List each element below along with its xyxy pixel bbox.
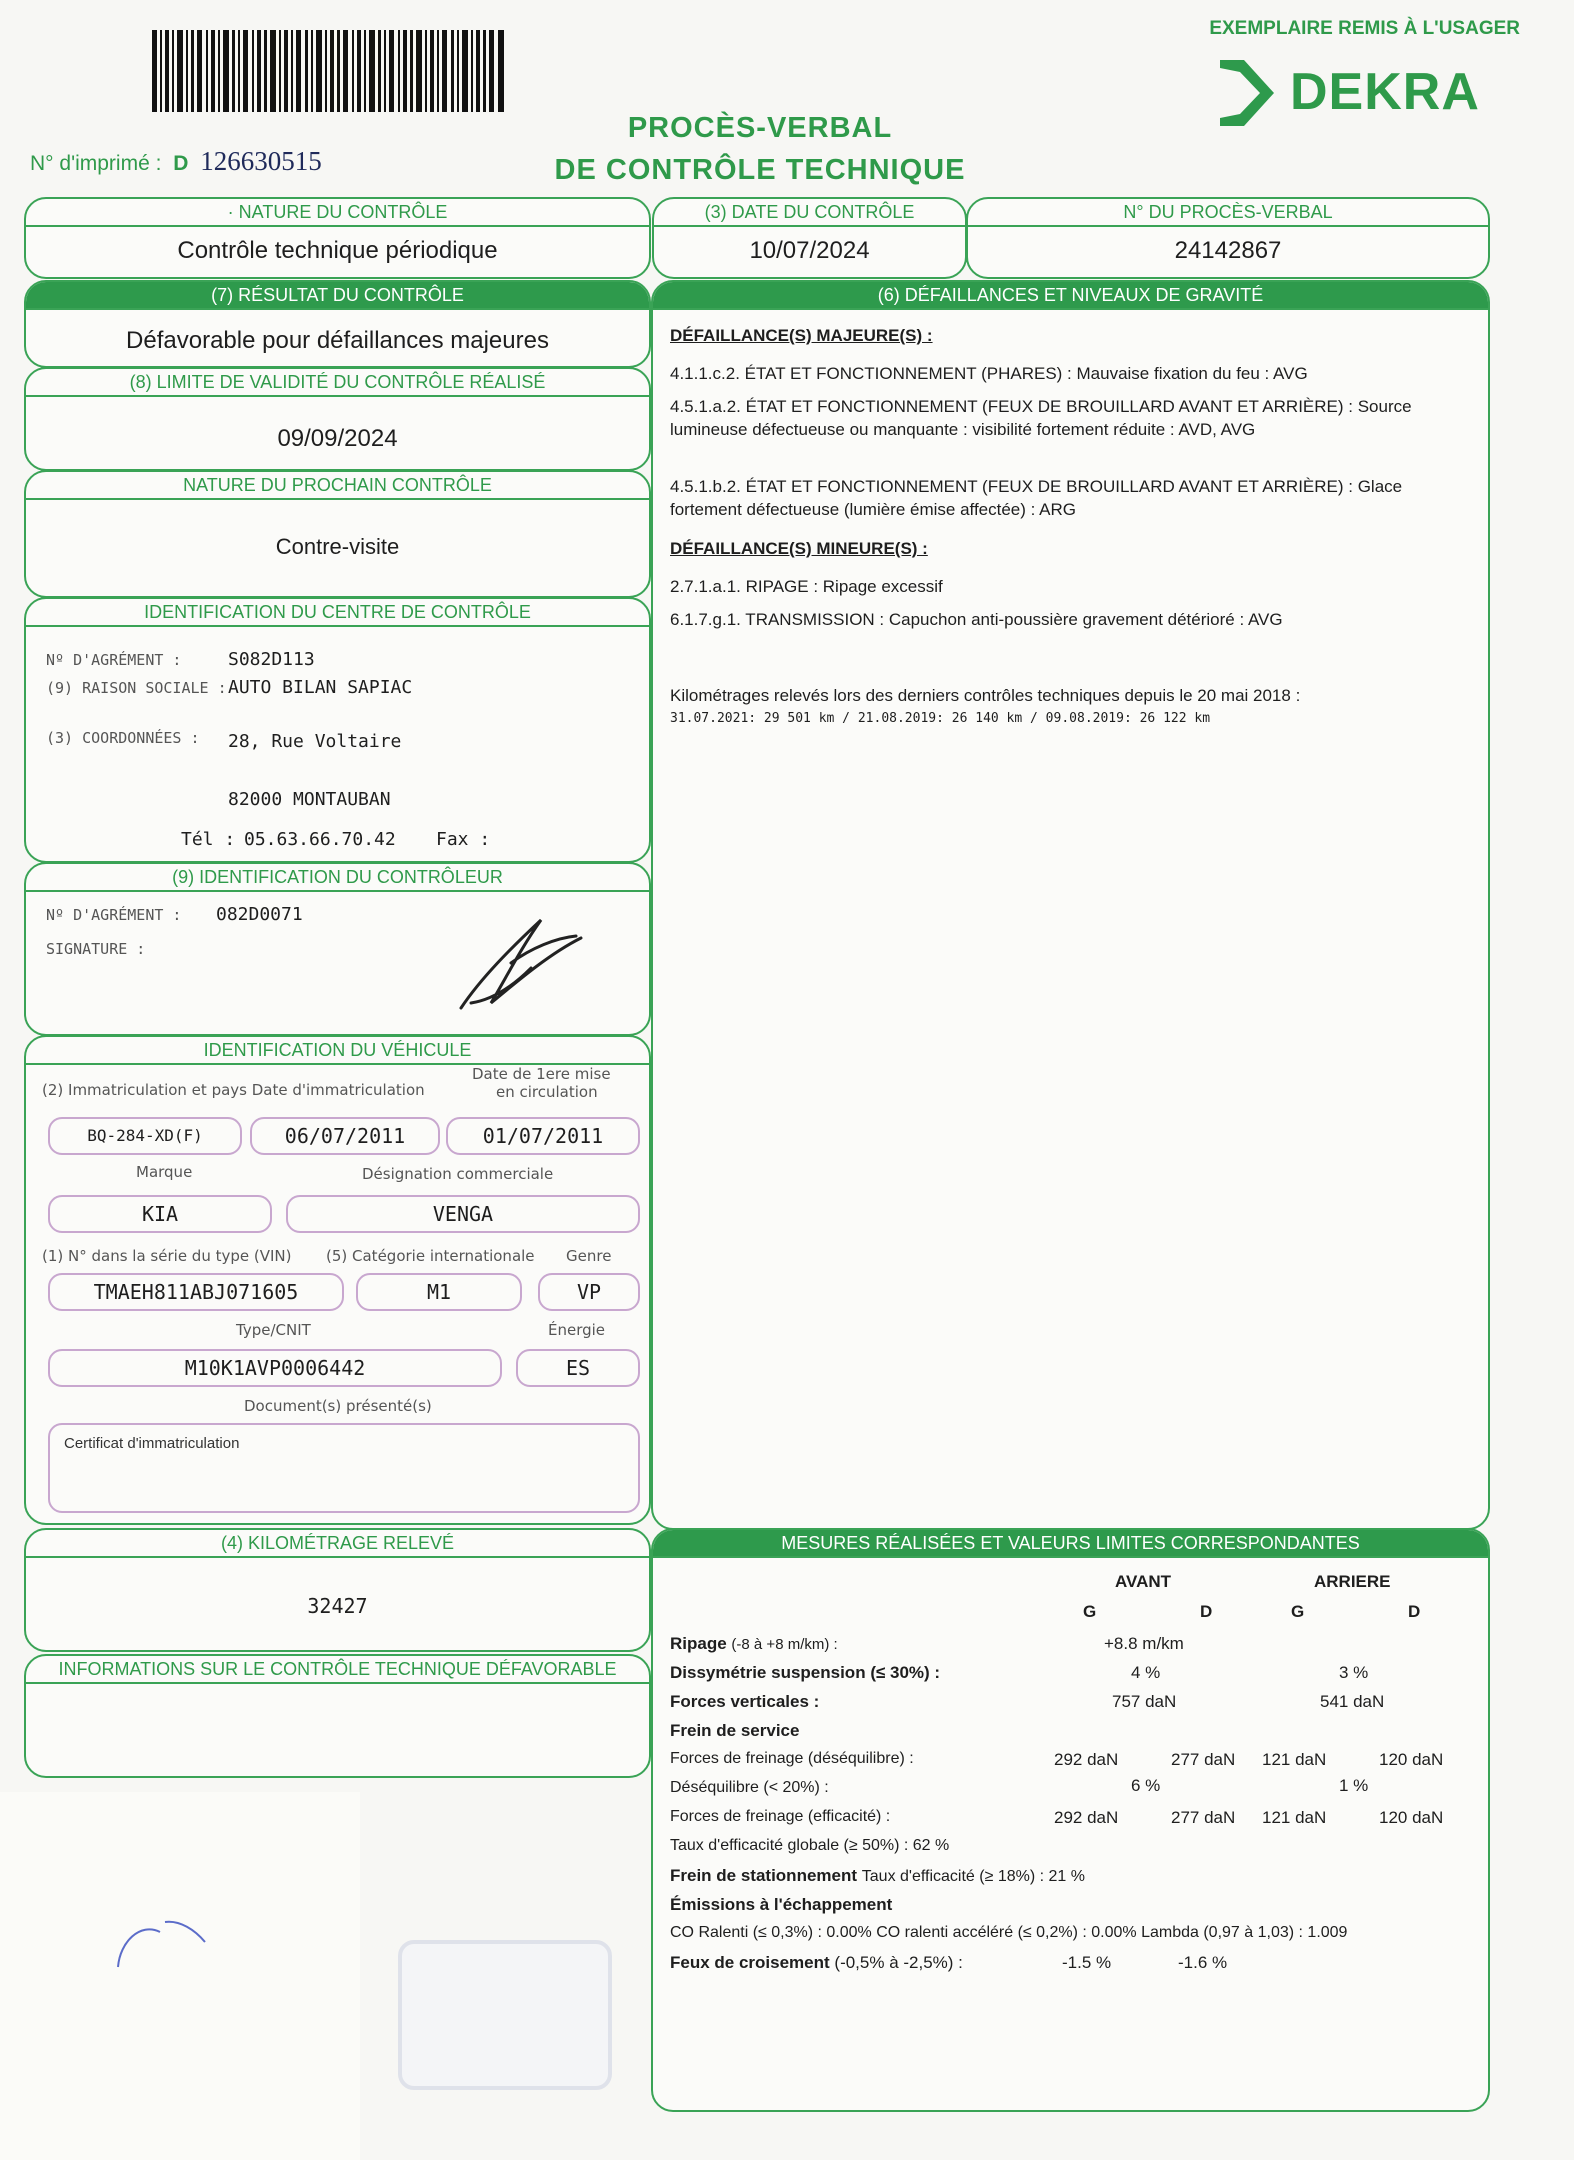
- dekra-logo: [1214, 58, 1480, 130]
- imprime-number: [30, 146, 322, 177]
- mineure-item: 2.7.1.a.1. RIPAGE : Ripage excessif: [670, 577, 943, 596]
- majeure-item: 4.5.1.b.2. ÉTAT ET FONCTIONNEMENT (FEUX DE BROUILLARD AVANT ET ARRIÈRE) : Glace fortement défectueuse (lumière émise affectée) : ARG: [670, 477, 1403, 519]
- km-history-title: Kilométrages relevés lors des derniers contrôles techniques depuis le 20 mai 2018 :: [670, 686, 1301, 705]
- resultat-value: Défavorable pour défaillances majeures: [126, 327, 549, 354]
- forces-verticales-label: [670, 1692, 819, 1712]
- dissymetrie-avant: 4 %: [1131, 1663, 1161, 1682]
- centre-controle-header: IDENTIFICATION DU CENTRE DE CONTRÔLE: [26, 599, 649, 627]
- marque-caption: Marque: [136, 1163, 193, 1181]
- centre-raison-value: AUTO BILAN SAPIAC: [228, 677, 413, 698]
- centre-adresse2: 82000 MONTAUBAN: [228, 789, 391, 810]
- pen-scribble: [110, 1912, 230, 1972]
- forces-verticales-avant: 757 daN: [1112, 1692, 1177, 1711]
- arriere-heading: ARRIERE: [1314, 1572, 1391, 1591]
- majeures-title-text: DÉFAILLANCE(S) MAJEURE(S) :: [670, 326, 933, 345]
- centre-tel-value: 05.63.66.70.42: [244, 829, 396, 850]
- exemplaire-usager: EXEMPLAIRE REMIS À L'USAGER: [1209, 18, 1520, 39]
- desequilibre-forces-label: Forces de freinage (déséquilibre) :: [670, 1750, 914, 1767]
- immat-field: BQ-284-XD(F): [48, 1117, 242, 1155]
- controleur-agrement-value: 082D0071: [216, 904, 303, 925]
- efficacite-forces-label: Forces de freinage (efficacité) :: [670, 1808, 891, 1825]
- desequilibre-arriere: 1 %: [1339, 1776, 1369, 1795]
- mesures-header: MESURES RÉALISÉES ET VALEURS LIMITES CORRESPONDANTES: [653, 1530, 1488, 1558]
- avant-d-heading: D: [1200, 1602, 1213, 1621]
- kilometrage-value: 32427: [307, 1594, 368, 1618]
- feux-croisement-label: Feux de croisement: [670, 1953, 830, 1972]
- emissions-title-text: Émissions à l'échappement: [670, 1895, 893, 1914]
- centre-controle-box: [24, 597, 651, 863]
- date-controle-value: 10/07/2024: [749, 237, 870, 264]
- designation-caption: Désignation commerciale: [362, 1165, 554, 1183]
- emissions-title: [670, 1895, 892, 1915]
- date-immat-field: 06/07/2011: [250, 1117, 440, 1155]
- efficacite-force-avg: 292 daN: [1054, 1808, 1119, 1827]
- centre-agrement-label: Nº D'AGRÉMENT :: [46, 651, 182, 669]
- frein-stationnement-value: Taux d'efficacité (≥ 18%) : 21 %: [861, 1868, 1085, 1885]
- infos-defavorable-box: [24, 1654, 651, 1778]
- window-stamp: [398, 1940, 612, 2090]
- mineures-title-text: DÉFAILLANCE(S) MINEURE(S) :: [670, 539, 928, 558]
- desequilibre-force-avg: 292 daN: [1054, 1750, 1119, 1769]
- date-mise-field: 01/07/2011: [446, 1117, 640, 1155]
- imprime-value: 126630515: [200, 146, 322, 176]
- signature-label: SIGNATURE :: [46, 940, 146, 958]
- frein-stationnement-label: Frein de stationnement: [670, 1866, 858, 1885]
- type-field: M10K1AVP0006442: [48, 1349, 502, 1387]
- barcode: [152, 30, 504, 112]
- centre-raison-label: (9) RAISON SOCIALE :: [46, 679, 227, 697]
- frein-stationnement-row: [670, 1866, 1085, 1886]
- majeure-item: 4.5.1.a.2. ÉTAT ET FONCTIONNEMENT (FEUX DE BROUILLARD AVANT ET ARRIÈRE) : Source lumineuse défectueuse ou manquante : visibilité fortement réduite : AVD, AVG: [670, 397, 1412, 439]
- ripage-row: [670, 1634, 838, 1654]
- imprime-label: N° d'imprimé :: [30, 152, 162, 175]
- ripage-range: (-8 à +8 m/km) :: [731, 1636, 838, 1653]
- immat-caption: (2) Immatriculation et pays Date d'immatriculation: [42, 1081, 425, 1099]
- vehicule-box: [24, 1035, 651, 1525]
- defaillances-box: [651, 280, 1490, 1530]
- genre-caption: Genre: [566, 1247, 612, 1265]
- blank-area: [0, 1792, 360, 2160]
- vin-field: TMAEH811ABJ071605: [48, 1273, 344, 1311]
- frein-service-title: [670, 1721, 799, 1741]
- vehicule-header: IDENTIFICATION DU VÉHICULE: [26, 1037, 649, 1065]
- arriere-d-heading: D: [1408, 1602, 1421, 1621]
- feux-croisement-g: -1.5 %: [1062, 1953, 1112, 1972]
- pv-number-value: 24142867: [1174, 237, 1282, 264]
- desequilibre-force-avd: 277 daN: [1171, 1750, 1236, 1769]
- type-caption: Type/CNIT: [236, 1321, 311, 1339]
- dekra-arrow-icon: [1214, 58, 1280, 128]
- centre-adresse1: 28, Rue Voltaire: [228, 731, 402, 752]
- dissymetrie-range: (≤ 30%) :: [870, 1663, 941, 1682]
- designation-field: VENGA: [286, 1195, 640, 1233]
- centre-tel-label: Tél :: [181, 829, 236, 850]
- feux-croisement-d: -1.6 %: [1178, 1953, 1228, 1972]
- date-controle-header: (3) DATE DU CONTRÔLE: [654, 199, 965, 227]
- defaillances-header: (6) DÉFAILLANCES ET NIVEAUX DE GRAVITÉ: [653, 282, 1488, 310]
- mise-caption-line1: Date de 1ere mise: [472, 1065, 611, 1083]
- imprime-prefix: D: [173, 152, 189, 175]
- marque-field: KIA: [48, 1195, 272, 1233]
- dekra-wordmark: DEKRA: [1290, 63, 1480, 121]
- documents-caption: Document(s) présenté(s): [244, 1397, 432, 1415]
- efficacite-force-ard: 120 daN: [1379, 1808, 1444, 1827]
- nature-controle-box: [24, 197, 651, 279]
- desequilibre-avant: 6 %: [1131, 1776, 1161, 1795]
- categorie-caption: (5) Catégorie internationale: [326, 1247, 535, 1265]
- desequilibre-force-arg: 121 daN: [1262, 1750, 1327, 1769]
- limite-validite-header: (8) LIMITE DE VALIDITÉ DU CONTRÔLE RÉALISÉ: [26, 369, 649, 397]
- nature-controle-value: Contrôle technique périodique: [177, 237, 498, 264]
- co-line: CO Ralenti (≤ 0,3%) : 0.00% CO ralenti accéléré (≤ 0,2%) : 0.00% Lambda (0,97 à 1,03) : 1.009: [670, 1924, 1348, 1941]
- mise-caption-line2: en circulation: [496, 1083, 598, 1101]
- km-history-values: 31.07.2021: 29 501 km / 21.08.2019: 26 140 km / 09.08.2019: 26 122 km: [670, 711, 1211, 726]
- prochain-controle-box: [24, 470, 651, 598]
- forces-verticales-label-text: Forces verticales :: [670, 1692, 820, 1711]
- prochain-controle-header: NATURE DU PROCHAIN CONTRÔLE: [26, 472, 649, 500]
- energie-caption: Énergie: [548, 1321, 606, 1339]
- documents-value: Certificat d'immatriculation: [64, 1435, 240, 1452]
- centre-coord-label: (3) COORDONNÉES :: [46, 729, 200, 747]
- feux-croisement-row: [670, 1953, 963, 1973]
- date-controle-box: [652, 197, 967, 279]
- genre-field: VP: [538, 1273, 640, 1311]
- mineure-item: 6.1.7.g.1. TRANSMISSION : Capuchon anti-poussière gravement détérioré : AVG: [670, 610, 1283, 629]
- resultat-box: [24, 280, 651, 368]
- arriere-g-heading: G: [1291, 1602, 1305, 1621]
- limite-validite-value: 09/09/2024: [277, 425, 398, 452]
- vin-caption: (1) N° dans la série du type (VIN): [42, 1247, 292, 1265]
- efficacite-force-avd: 277 daN: [1171, 1808, 1236, 1827]
- document-title-line1: PROCÈS-VERBAL: [627, 112, 893, 144]
- ripage-value: +8.8 m/km: [1104, 1634, 1184, 1653]
- majeure-item: 4.1.1.c.2. ÉTAT ET FONCTIONNEMENT (PHARES) : Mauvaise fixation du feu : AVG: [670, 364, 1308, 383]
- categorie-field: M1: [356, 1273, 522, 1311]
- desequilibre-force-ard: 120 daN: [1379, 1750, 1444, 1769]
- pv-number-header: N° DU PROCÈS-VERBAL: [968, 199, 1488, 227]
- dissymetrie-label: Dissymétrie suspension: [670, 1663, 866, 1682]
- document-title-line2: DE CONTRÔLE TECHNIQUE: [554, 154, 966, 186]
- controleur-agrement-label: Nº D'AGRÉMENT :: [46, 906, 182, 924]
- desequilibre-label: Déséquilibre (< 20%) :: [670, 1779, 829, 1796]
- mineures-title: [670, 537, 1460, 560]
- ripage-label: Ripage: [670, 1634, 727, 1653]
- taux-efficacite-globale: Taux d'efficacité globale (≥ 50%) : 62 %: [670, 1837, 950, 1854]
- controleur-box: [24, 862, 651, 1036]
- feux-croisement-range: (-0,5% à -2,5%) :: [834, 1953, 963, 1972]
- resultat-header: (7) RÉSULTAT DU CONTRÔLE: [26, 282, 649, 310]
- avant-heading: AVANT: [1115, 1572, 1172, 1591]
- energie-field: ES: [516, 1349, 640, 1387]
- prochain-controle-value: Contre-visite: [275, 534, 400, 559]
- frein-service-title-text: Frein de service: [670, 1721, 800, 1740]
- limite-validite-box: [24, 367, 651, 471]
- forces-verticales-arriere: 541 daN: [1320, 1692, 1385, 1711]
- dissymetrie-row: [670, 1663, 940, 1683]
- dissymetrie-arriere: 3 %: [1339, 1663, 1369, 1682]
- kilometrage-header: (4) KILOMÉTRAGE RELEVÉ: [26, 1530, 649, 1558]
- efficacite-force-arg: 121 daN: [1262, 1808, 1327, 1827]
- nature-controle-header: · NATURE DU CONTRÔLE: [26, 199, 649, 227]
- documents-field: [48, 1423, 640, 1513]
- signature-mark: [451, 908, 591, 1018]
- centre-fax-label: Fax :: [436, 829, 491, 850]
- controleur-header: (9) IDENTIFICATION DU CONTRÔLEUR: [26, 864, 649, 892]
- avant-g-heading: G: [1083, 1602, 1097, 1621]
- majeures-title: [670, 324, 1460, 347]
- centre-agrement-value: S082D113: [228, 649, 315, 670]
- kilometrage-box: [24, 1528, 651, 1652]
- pv-number-box: [966, 197, 1490, 279]
- infos-defavorable-header: INFORMATIONS SUR LE CONTRÔLE TECHNIQUE DÉFAVORABLE: [26, 1656, 649, 1684]
